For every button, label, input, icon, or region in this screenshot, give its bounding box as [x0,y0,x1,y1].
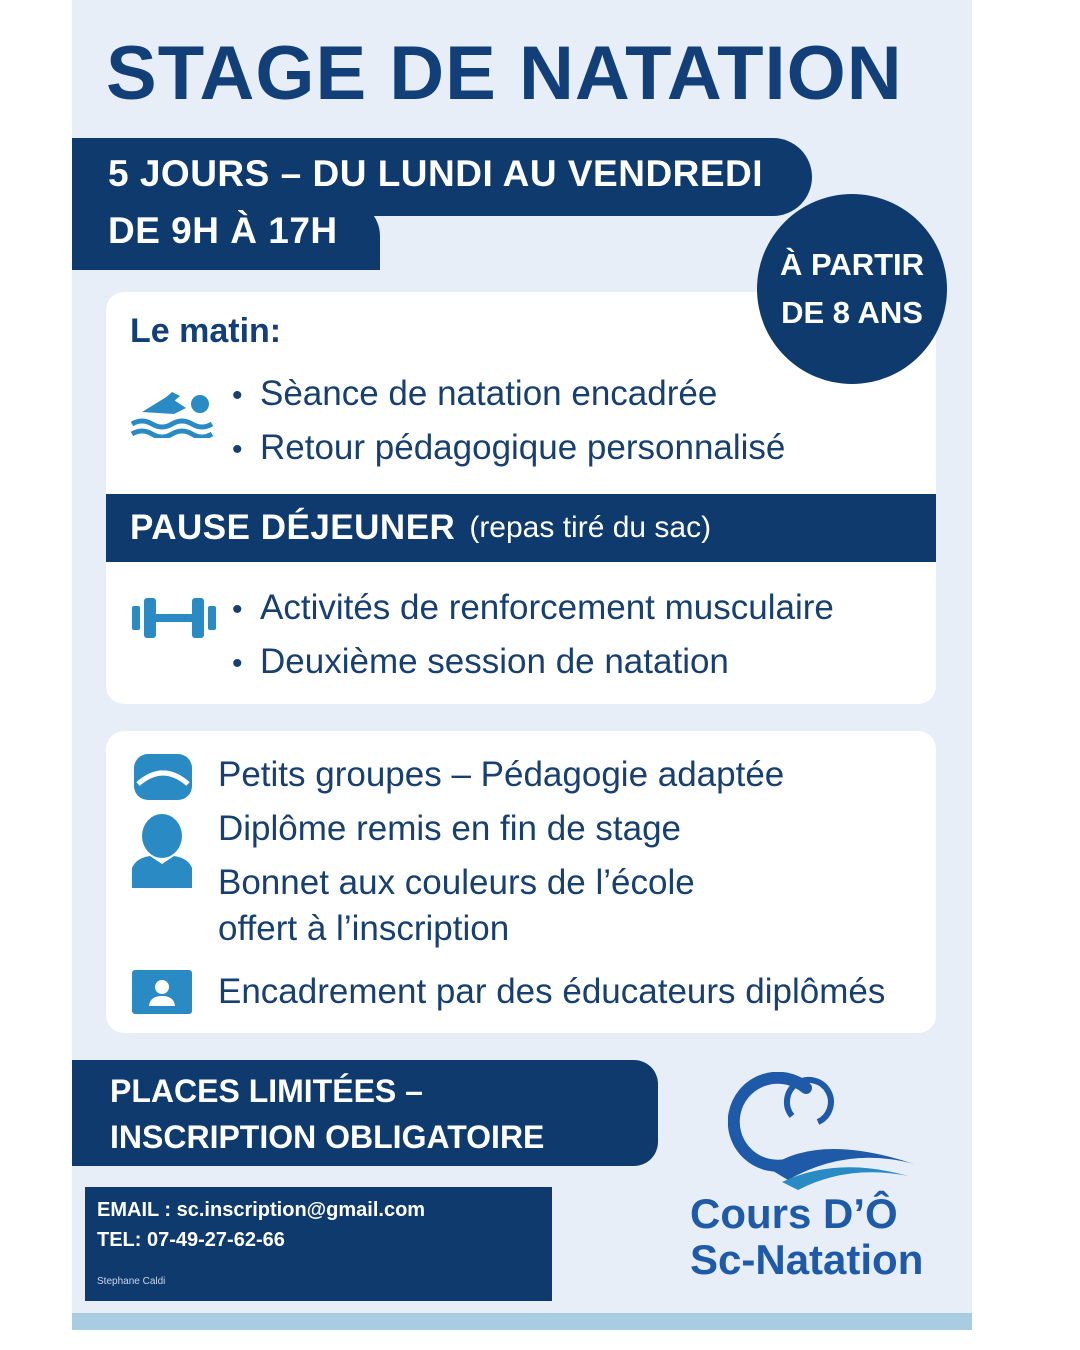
places-line-2: INSCRIPTION OBLIGATOIRE [110,1119,545,1155]
places-line-1: PLACES LIMITÉES – [110,1073,423,1109]
page-title: STAGE DE NATATION [106,31,903,116]
lunch-bar [106,494,936,562]
afternoon-item-1: • Activités de renforcement musculaire [232,588,834,627]
logo-name-line-1: Cours D’Ô [690,1190,898,1237]
feature-cap-line-1: Bonnet aux couleurs de l’école [218,863,695,902]
feature-cap-line-2: offert à l’inscription [218,909,510,948]
contact-email: EMAIL : sc.inscription@gmail.com [97,1199,426,1221]
author-credit: Stephane Caldi [97,1276,166,1287]
instructor-icon [132,970,192,1014]
contact-phone: TEL: 07-49-27-62-66 [97,1229,285,1251]
afternoon-item-2: • Deuxième session de natation [232,642,729,681]
wave-logo-icon [728,1072,920,1192]
morning-item-2: • Retour pédagogique personnalisé [232,428,786,467]
person-icon [130,812,194,890]
bullet-dot: • [232,379,243,412]
age-badge-line-2: DE 8 ANS [781,295,923,330]
logo-name-line-2: Sc-Natation [690,1236,924,1283]
age-badge [757,194,947,384]
lunch-title: PAUSE DÉJEUNER [130,508,456,547]
swim-cap-icon [132,752,194,802]
swimmer-icon [128,382,216,438]
dates-line-1: 5 JOURS – DU LUNDI AU VENDREDI [108,153,764,194]
bullet-dot: • [232,647,243,680]
morning-item-1: • Sèance de natation encadrée [232,374,718,413]
feature-groups: Petits groupes – Pédagogie adaptée [218,755,785,794]
dumbbell-icon [130,596,218,640]
lunch-note: (repas tiré du sac) [469,511,712,544]
feature-coaching: Encadrement par des éducateurs diplômés [218,972,886,1011]
bottom-strip [72,1313,972,1330]
age-badge-line-1: À PARTIR [779,247,925,282]
morning-heading: Le matin: [130,312,282,350]
dates-line-2: DE 9H À 17H [108,210,338,251]
feature-diploma: Diplôme remis en fin de stage [218,809,681,848]
bullet-dot: • [232,433,243,466]
bullet-dot: • [232,593,243,626]
